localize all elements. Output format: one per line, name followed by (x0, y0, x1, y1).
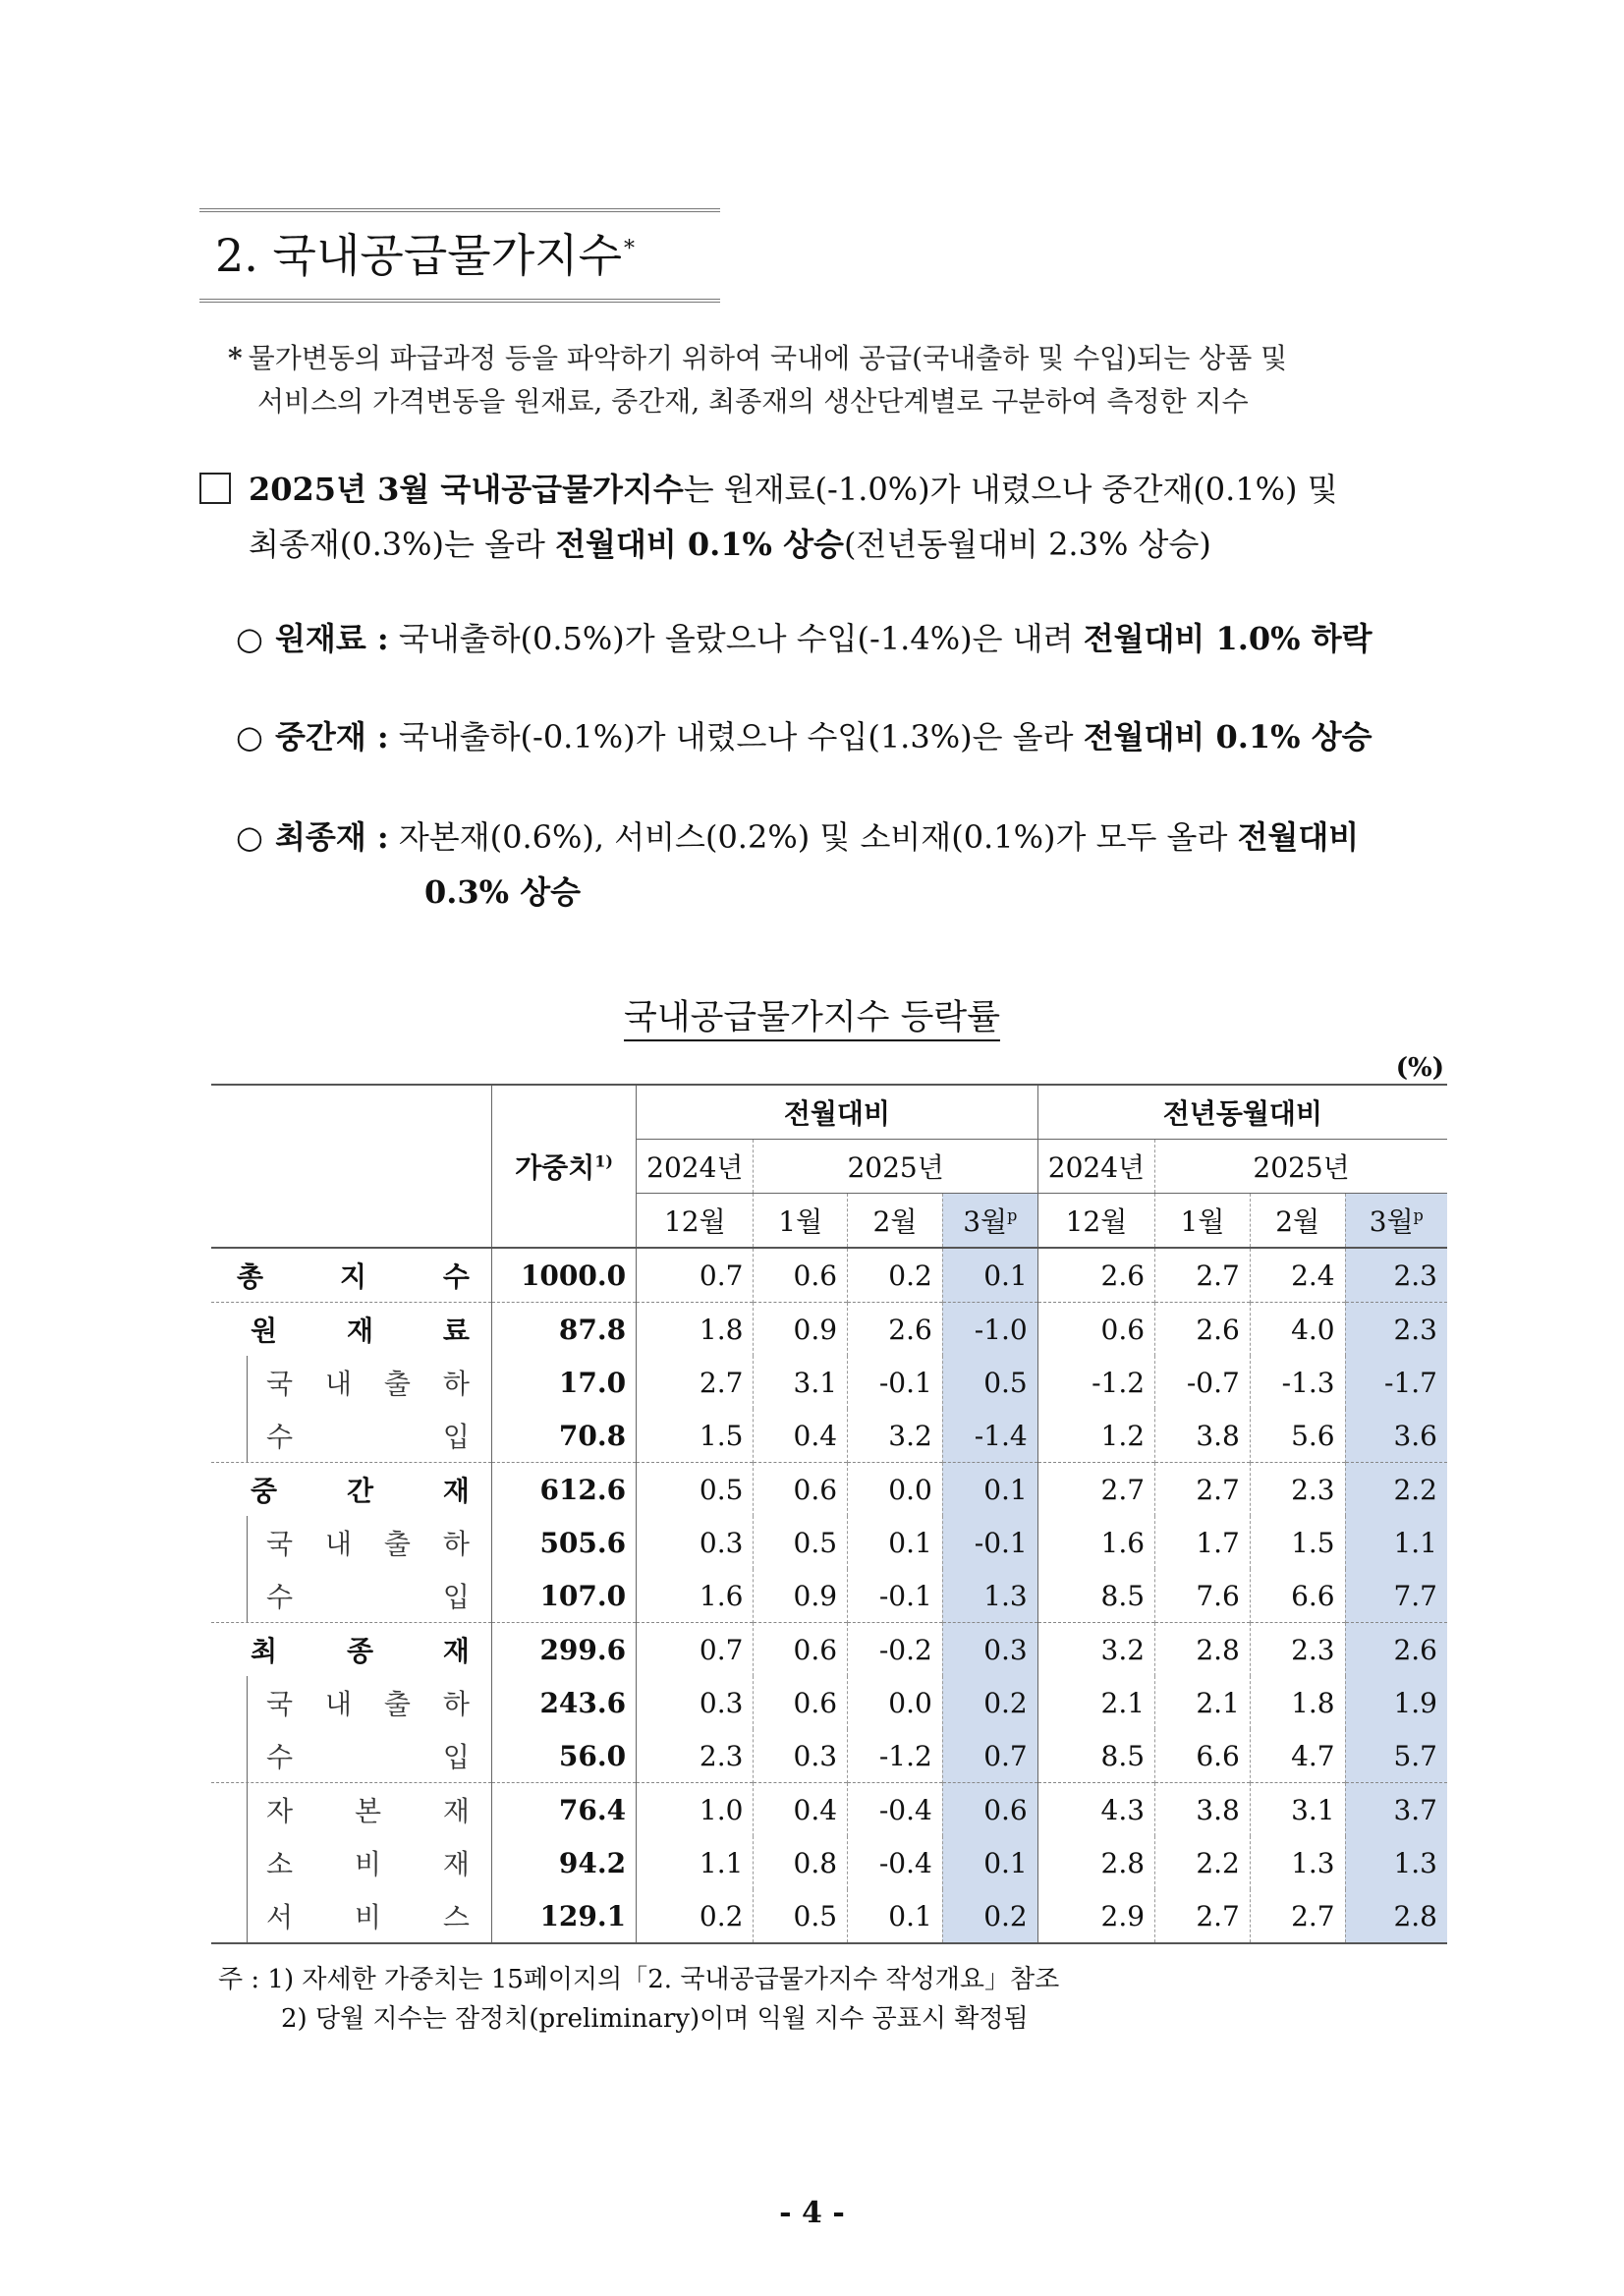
header-year-2024-yoy: 2024년 (1037, 1140, 1154, 1194)
table-row (211, 1569, 1447, 1623)
mom-cell: 0.2 (637, 1889, 754, 1943)
table-row (211, 1356, 1447, 1409)
mom-cell: 0.4 (754, 1409, 848, 1463)
yoy-cell: 4.7 (1250, 1729, 1345, 1783)
yoy-cell: 2.6 (1037, 1248, 1154, 1303)
yoy-cell: 2.9 (1037, 1889, 1154, 1943)
yoy-cell: 3.6 (1345, 1409, 1447, 1463)
yoy-cell: 2.4 (1250, 1248, 1345, 1303)
table-row (211, 1248, 1447, 1303)
yoy-cell: 2.8 (1345, 1889, 1447, 1943)
yoy-cell: 2.7 (1155, 1463, 1251, 1517)
weight-cell: 299.6 (491, 1623, 636, 1677)
mom-cell: 0.1 (848, 1889, 943, 1943)
header-month-mom-1: 1월 (754, 1194, 848, 1249)
row-label: 수 입 (211, 1729, 491, 1783)
yoy-cell: -0.7 (1155, 1356, 1251, 1409)
bullet-intermediate (236, 709, 1454, 764)
bullet-raw-materials (236, 611, 1454, 666)
mom-cell: 0.9 (754, 1569, 848, 1623)
mom-cell: 1.0 (637, 1783, 754, 1837)
yoy-cell: 1.7 (1155, 1516, 1251, 1569)
mom-cell: 1.8 (637, 1303, 754, 1357)
table-title: 국내공급물가지수 등락률 (0, 994, 1624, 1041)
bullet-continuation: 0.3% 상승 (424, 873, 582, 911)
page-number: - 4 - (779, 2196, 845, 2230)
table-row (211, 1783, 1447, 1837)
mom-cell: 0.7 (637, 1248, 754, 1303)
yoy-cell: 7.6 (1155, 1569, 1251, 1623)
mom-cell: -1.0 (942, 1303, 1037, 1357)
yoy-cell: 3.2 (1037, 1623, 1154, 1677)
mom-cell: 0.5 (754, 1516, 848, 1569)
header-month-mom-0: 12월 (637, 1194, 754, 1249)
mom-cell: 1.6 (637, 1569, 754, 1623)
header-month-mom-3: 3월$^p$ (942, 1194, 1037, 1249)
yoy-cell: 8.5 (1037, 1569, 1154, 1623)
mom-cell: -0.2 (848, 1623, 943, 1677)
price-index-table (211, 1084, 1447, 1944)
mom-cell: 0.0 (848, 1676, 943, 1729)
row-label: 서 비 스 (211, 1889, 491, 1943)
table-unit: (%) (1395, 1053, 1444, 1083)
mom-cell: 0.3 (754, 1729, 848, 1783)
mom-cell: 1.5 (637, 1409, 754, 1463)
table-row (211, 1676, 1447, 1729)
table-row (211, 1409, 1447, 1463)
weight-cell: 76.4 (491, 1783, 636, 1837)
mom-cell: 0.3 (942, 1623, 1037, 1677)
mom-cell: 0.6 (754, 1676, 848, 1729)
mom-cell: 1.1 (637, 1836, 754, 1889)
yoy-cell: 2.2 (1155, 1836, 1251, 1889)
footnote-2: 2) 당월 지수는 잠정치(preliminary)이며 익월 지수 공표시 확정됨 (281, 2004, 1029, 2034)
header-month-yoy-2: 2월 (1250, 1194, 1345, 1249)
yoy-cell: 2.8 (1037, 1836, 1154, 1889)
mom-cell: -0.4 (848, 1836, 943, 1889)
yoy-cell: 4.3 (1037, 1783, 1154, 1837)
bullet-label: 원재료 : (275, 620, 389, 657)
yoy-cell: 2.7 (1250, 1889, 1345, 1943)
yoy-cell: 2.3 (1250, 1463, 1345, 1517)
yoy-cell: 3.8 (1155, 1409, 1251, 1463)
yoy-cell: 4.0 (1250, 1303, 1345, 1357)
section-mark: * (624, 237, 636, 261)
table-row (211, 1303, 1447, 1357)
row-label: 소 비 재 (211, 1836, 491, 1889)
yoy-cell: 1.5 (1250, 1516, 1345, 1569)
row-label: 국 내 출 하 (211, 1356, 491, 1409)
header-month-yoy-1: 1월 (1155, 1194, 1251, 1249)
bullet-text: 국내출하(-0.1%)가 내렸으나 수입(1.3%)은 올라 (388, 718, 1084, 756)
header-mom: 전월대비 (637, 1085, 1038, 1140)
bullet-circle-icon: ○ (236, 718, 263, 756)
mom-cell: 0.2 (848, 1248, 943, 1303)
weight-cell: 70.8 (491, 1409, 636, 1463)
header-year-2024-mom: 2024년 (637, 1140, 754, 1194)
yoy-cell: -1.2 (1037, 1356, 1154, 1409)
summary-bold2: 전월대비 0.1% 상승 (555, 526, 844, 563)
mom-cell: -1.4 (942, 1409, 1037, 1463)
bullet-circle-icon: ○ (236, 818, 263, 856)
weight-cell: 94.2 (491, 1836, 636, 1889)
mom-cell: 0.2 (942, 1889, 1037, 1943)
row-label: 중 간 재 (211, 1463, 491, 1517)
mom-cell: 1.3 (942, 1569, 1037, 1623)
yoy-cell: 2.2 (1345, 1463, 1447, 1517)
header-weight: 가중치$^{1)}$ (491, 1085, 636, 1248)
mom-cell: 0.5 (754, 1889, 848, 1943)
table-row (211, 1889, 1447, 1943)
checkbox-square-icon (199, 473, 231, 504)
mom-cell: 2.3 (637, 1729, 754, 1783)
mom-cell: 3.1 (754, 1356, 848, 1409)
yoy-cell: 1.2 (1037, 1409, 1154, 1463)
yoy-cell: 2.1 (1037, 1676, 1154, 1729)
mom-cell: -0.1 (848, 1569, 943, 1623)
section-heading-box (199, 208, 720, 303)
definition-line2: 서비스의 가격변동을 원재료, 중간재, 최종재의 생산단계별로 구분하여 측정한 지수 (257, 385, 1249, 418)
definition-star: * (228, 342, 243, 374)
mom-cell: 2.6 (848, 1303, 943, 1357)
mom-cell: 0.4 (754, 1783, 848, 1837)
mom-cell: 2.7 (637, 1356, 754, 1409)
yoy-cell: 5.6 (1250, 1409, 1345, 1463)
mom-cell: 0.3 (637, 1676, 754, 1729)
mom-cell: 0.9 (754, 1303, 848, 1357)
summary-paragraph (199, 462, 1452, 572)
section-title: 국내공급물가지수 (272, 229, 623, 282)
header-month-mom-2: 2월 (848, 1194, 943, 1249)
header-year-2025-yoy: 2025년 (1155, 1140, 1447, 1194)
weight-cell: 505.6 (491, 1516, 636, 1569)
row-label: 국 내 출 하 (211, 1676, 491, 1729)
header-month-yoy-0: 12월 (1037, 1194, 1154, 1249)
weight-cell: 107.0 (491, 1569, 636, 1623)
yoy-cell: 2.3 (1250, 1623, 1345, 1677)
mom-cell: 0.1 (942, 1836, 1037, 1889)
mom-cell: 0.5 (942, 1356, 1037, 1409)
weight-cell: 243.6 (491, 1676, 636, 1729)
summary-lead: 2025년 3월 국내공급물가지수 (249, 471, 684, 508)
mom-cell: -0.4 (848, 1783, 943, 1837)
row-label: 원 재 료 (211, 1303, 491, 1357)
yoy-cell: 2.6 (1155, 1303, 1251, 1357)
bullet-label: 최종재 : (275, 818, 389, 856)
yoy-cell: 8.5 (1037, 1729, 1154, 1783)
yoy-cell: 1.6 (1037, 1516, 1154, 1569)
summary-text3: (전년동월대비 2.3% 상승) (843, 526, 1211, 563)
bullet-circle-icon: ○ (236, 620, 263, 657)
yoy-cell: 2.1 (1155, 1676, 1251, 1729)
yoy-cell: -1.7 (1345, 1356, 1447, 1409)
mom-cell: 0.6 (754, 1248, 848, 1303)
yoy-cell: 2.7 (1155, 1889, 1251, 1943)
mom-cell: 0.8 (754, 1836, 848, 1889)
mom-cell: 0.2 (942, 1676, 1037, 1729)
yoy-cell: 1.9 (1345, 1676, 1447, 1729)
mom-cell: 0.1 (942, 1248, 1037, 1303)
yoy-cell: 7.7 (1345, 1569, 1447, 1623)
bullet-bold: 전월대비 0.1% 상승 (1083, 718, 1372, 756)
yoy-cell: 2.6 (1345, 1623, 1447, 1677)
weight-cell: 1000.0 (491, 1248, 636, 1303)
yoy-cell: 1.8 (1250, 1676, 1345, 1729)
mom-cell: 0.7 (637, 1623, 754, 1677)
header-row-groups (211, 1085, 1447, 1140)
footnotes (218, 1960, 1456, 2039)
summary-text2: 최종재(0.3%)는 올라 (249, 526, 556, 563)
bullet-bold: 전월대비 (1237, 818, 1360, 856)
header-year-2025-mom: 2025년 (754, 1140, 1037, 1194)
header-yoy: 전년동월대비 (1037, 1085, 1447, 1140)
mom-cell: 0.3 (637, 1516, 754, 1569)
table-row (211, 1729, 1447, 1783)
yoy-cell: 6.6 (1155, 1729, 1251, 1783)
mom-cell: -1.2 (848, 1729, 943, 1783)
header-blank (211, 1085, 491, 1248)
bullet-text: 자본재(0.6%), 서비스(0.2%) 및 소비재(0.1%)가 모두 올라 (388, 818, 1238, 856)
yoy-cell: 3.8 (1155, 1783, 1251, 1837)
definition-line1: 물가변동의 파급과정 등을 파악하기 위하여 국내에 공급(국내출하 및 수입)되는 상품 및 (248, 342, 1288, 374)
row-label: 수 입 (211, 1569, 491, 1623)
mom-cell: 0.6 (754, 1463, 848, 1517)
header-month-yoy-3: 3월$^p$ (1345, 1194, 1447, 1249)
yoy-cell: 2.8 (1155, 1623, 1251, 1677)
weight-cell: 56.0 (491, 1729, 636, 1783)
yoy-cell: 1.3 (1250, 1836, 1345, 1889)
weight-cell: 612.6 (491, 1463, 636, 1517)
mom-cell: 0.6 (942, 1783, 1037, 1837)
bullet-label: 중간재 : (275, 718, 389, 756)
mom-cell: 0.1 (848, 1516, 943, 1569)
row-label: 국 내 출 하 (211, 1516, 491, 1569)
yoy-cell: -1.3 (1250, 1356, 1345, 1409)
yoy-cell: 3.7 (1345, 1783, 1447, 1837)
yoy-cell: 2.3 (1345, 1248, 1447, 1303)
bullet-final-goods (236, 810, 1454, 920)
row-label: 총 지 수 (211, 1248, 491, 1303)
yoy-cell: 1.3 (1345, 1836, 1447, 1889)
mom-cell: 0.6 (754, 1623, 848, 1677)
table-row (211, 1836, 1447, 1889)
mom-cell: 0.7 (942, 1729, 1037, 1783)
weight-cell: 17.0 (491, 1356, 636, 1409)
table-body (211, 1248, 1447, 1943)
section-number: 2. (215, 229, 258, 282)
row-label: 최 종 재 (211, 1623, 491, 1677)
weight-cell: 129.1 (491, 1889, 636, 1943)
mom-cell: 0.0 (848, 1463, 943, 1517)
weight-cell: 87.8 (491, 1303, 636, 1357)
yoy-cell: 1.1 (1345, 1516, 1447, 1569)
definition-note (228, 337, 1446, 423)
table-row (211, 1463, 1447, 1517)
yoy-cell: 2.7 (1155, 1248, 1251, 1303)
mom-cell: 0.1 (942, 1463, 1037, 1517)
footnote-1: 1) 자세한 가중치는 15페이지의「2. 국내공급물가지수 작성개요」참조 (267, 1965, 1060, 1994)
bullet-bold: 전월대비 1.0% 하락 (1083, 620, 1372, 657)
section-heading (215, 226, 635, 285)
summary-text1: 는 원재료(-1.0%)가 내렸으나 중간재(0.1%) 및 (683, 471, 1338, 508)
yoy-cell: 6.6 (1250, 1569, 1345, 1623)
footnote-prefix: 주 : (218, 1965, 260, 1994)
yoy-cell: 2.3 (1345, 1303, 1447, 1357)
mom-cell: 3.2 (848, 1409, 943, 1463)
table-row (211, 1623, 1447, 1677)
yoy-cell: 5.7 (1345, 1729, 1447, 1783)
mom-cell: -0.1 (848, 1356, 943, 1409)
yoy-cell: 3.1 (1250, 1783, 1345, 1837)
row-label: 수 입 (211, 1409, 491, 1463)
mom-cell: -0.1 (942, 1516, 1037, 1569)
bullet-text: 국내출하(0.5%)가 올랐으나 수입(-1.4%)은 내려 (388, 620, 1084, 657)
mom-cell: 0.5 (637, 1463, 754, 1517)
yoy-cell: 0.6 (1037, 1303, 1154, 1357)
row-label: 자 본 재 (211, 1783, 491, 1837)
table-row (211, 1516, 1447, 1569)
yoy-cell: 2.7 (1037, 1463, 1154, 1517)
